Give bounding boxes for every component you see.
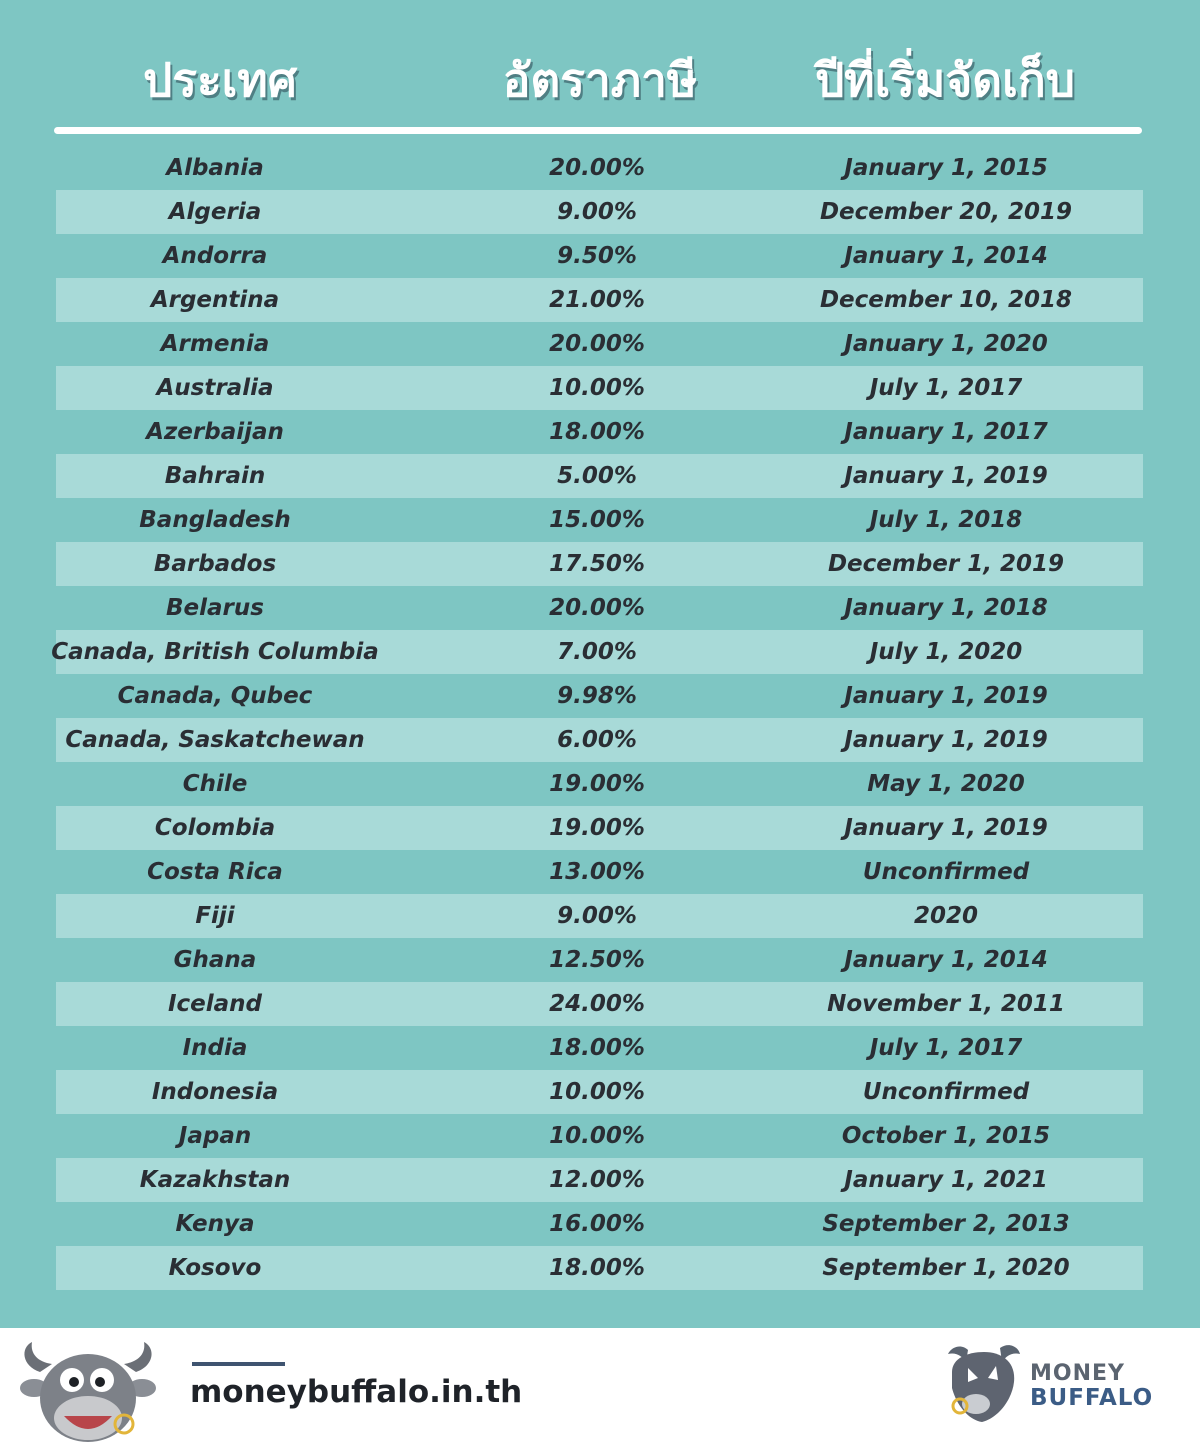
table-row (56, 982, 1143, 1026)
rate-cell: 17.50% (549, 551, 645, 577)
country-cell: Indonesia (151, 1079, 279, 1105)
start-date-cell: September 2, 2013 (822, 1211, 1070, 1237)
rate-cell: 20.00% (549, 331, 645, 357)
country-cell: Bahrain (164, 463, 266, 489)
country-cell: Kazakhstan (139, 1167, 291, 1193)
start-date-cell: October 1, 2015 (841, 1123, 1051, 1149)
header-start-date: ปีที่เริ่มจัดเก็บ (815, 52, 1075, 107)
rate-cell: 18.00% (549, 419, 645, 445)
table-row (56, 542, 1143, 586)
table-row (56, 938, 1143, 982)
table-row (51, 630, 1143, 674)
country-cell: India (182, 1035, 248, 1061)
rate-cell: 9.98% (557, 683, 637, 709)
start-date-cell: January 1, 2019 (844, 727, 1048, 753)
country-cell: Albania (166, 155, 264, 181)
rate-cell: 7.00% (557, 639, 637, 665)
start-date-cell: January 1, 2017 (844, 419, 1048, 445)
country-cell: Australia (156, 375, 274, 401)
brand-line-money: MONEY (1030, 1361, 1125, 1386)
country-cell: Iceland (167, 991, 263, 1017)
table-row (56, 1202, 1143, 1246)
table-row (56, 366, 1143, 410)
country-cell: Andorra (162, 243, 268, 269)
start-date-cell: January 1, 2018 (844, 595, 1048, 621)
table-row (56, 762, 1143, 806)
table-row (56, 146, 1143, 190)
country-cell: Kenya (175, 1211, 255, 1237)
website-url[interactable]: moneybuffalo.in.th (190, 1374, 523, 1410)
header-divider (54, 127, 1142, 134)
country-cell: Chile (182, 771, 248, 797)
table-row (56, 850, 1143, 894)
brand-wordmark (1030, 1362, 1153, 1410)
country-cell: Argentina (150, 287, 280, 313)
table-row (56, 718, 1143, 762)
start-date-cell: July 1, 2017 (869, 1035, 1023, 1061)
tax-table (51, 146, 1143, 1290)
rate-cell: 9.50% (557, 243, 637, 269)
start-date-cell: Unconfirmed (862, 859, 1030, 885)
start-date-cell: December 1, 2019 (827, 551, 1065, 577)
start-date-cell: January 1, 2019 (844, 683, 1048, 709)
table-header (0, 40, 1200, 120)
header-country: ประเทศ (143, 52, 297, 107)
start-date-cell: January 1, 2015 (844, 155, 1048, 181)
country-cell: Japan (178, 1123, 252, 1149)
start-date-cell: December 10, 2018 (819, 287, 1073, 313)
start-date-cell: July 1, 2020 (869, 639, 1023, 665)
start-date-cell: 2020 (913, 903, 978, 929)
start-date-cell: July 1, 2017 (869, 375, 1023, 401)
table-row (56, 1070, 1143, 1114)
start-date-cell: September 1, 2020 (822, 1255, 1070, 1281)
country-cell: Canada, Qubec (117, 683, 313, 709)
table-row (56, 278, 1143, 322)
rate-cell: 19.00% (549, 771, 645, 797)
country-cell: Azerbaijan (146, 419, 284, 445)
table-row (56, 234, 1143, 278)
rate-cell: 16.00% (549, 1211, 645, 1237)
country-cell: Bangladesh (139, 507, 291, 533)
table-row (56, 454, 1143, 498)
country-cell: Ghana (173, 947, 257, 973)
start-date-cell: January 1, 2020 (844, 331, 1048, 357)
rate-cell: 24.00% (549, 991, 645, 1017)
start-date-cell: January 1, 2019 (844, 463, 1048, 489)
rate-cell: 20.00% (549, 155, 645, 181)
rate-cell: 21.00% (549, 287, 645, 313)
url-underline (192, 1362, 285, 1366)
rate-cell: 6.00% (557, 727, 637, 753)
country-cell: Canada, British Columbia (51, 639, 379, 665)
country-cell: Canada, Saskatchewan (65, 727, 365, 753)
table-row (56, 674, 1143, 718)
start-date-cell: January 1, 2014 (844, 947, 1048, 973)
rate-cell: 18.00% (549, 1035, 645, 1061)
table-row (56, 410, 1143, 454)
country-cell: Colombia (154, 815, 276, 841)
rate-cell: 10.00% (549, 375, 645, 401)
rate-cell: 20.00% (549, 595, 645, 621)
buffalo-mascot-icon (18, 1338, 158, 1444)
rate-cell: 10.00% (549, 1079, 645, 1105)
table-row (56, 498, 1143, 542)
table-row (56, 322, 1143, 366)
table-row (56, 1158, 1143, 1202)
country-cell: Barbados (153, 551, 277, 577)
table-row (56, 190, 1143, 234)
rate-cell: 13.00% (549, 859, 645, 885)
start-date-cell: January 1, 2021 (844, 1167, 1048, 1193)
country-cell: Armenia (160, 331, 270, 357)
start-date-cell: July 1, 2018 (869, 507, 1023, 533)
header-rate: อัตราภาษี (502, 52, 698, 107)
start-date-cell: December 20, 2019 (819, 199, 1073, 225)
rate-cell: 12.00% (549, 1167, 645, 1193)
country-cell: Costa Rica (147, 859, 283, 885)
rate-cell: 18.00% (549, 1255, 645, 1281)
rate-cell: 12.50% (549, 947, 645, 973)
rate-cell: 19.00% (549, 815, 645, 841)
country-cell: Kosovo (168, 1255, 262, 1281)
table-row (56, 1114, 1143, 1158)
rate-cell: 9.00% (557, 903, 637, 929)
brand-line-buffalo: BUFFALO (1030, 1385, 1154, 1411)
country-cell: Belarus (166, 595, 264, 621)
table-row (56, 894, 1143, 938)
country-cell: Fiji (195, 903, 235, 929)
start-date-cell: January 1, 2019 (844, 815, 1048, 841)
rate-cell: 10.00% (549, 1123, 645, 1149)
country-cell: Algeria (168, 199, 262, 225)
buffalo-logo-icon (938, 1342, 1028, 1428)
table-row (56, 1246, 1143, 1290)
start-date-cell: January 1, 2014 (844, 243, 1048, 269)
rate-cell: 15.00% (549, 507, 645, 533)
rate-cell: 9.00% (557, 199, 637, 225)
rate-cell: 5.00% (557, 463, 637, 489)
table-row (56, 806, 1143, 850)
start-date-cell: Unconfirmed (862, 1079, 1030, 1105)
footer (0, 1328, 1200, 1444)
table-row (56, 586, 1143, 630)
start-date-cell: May 1, 2020 (867, 771, 1025, 797)
start-date-cell: November 1, 2011 (827, 991, 1065, 1017)
table-row (56, 1026, 1143, 1070)
